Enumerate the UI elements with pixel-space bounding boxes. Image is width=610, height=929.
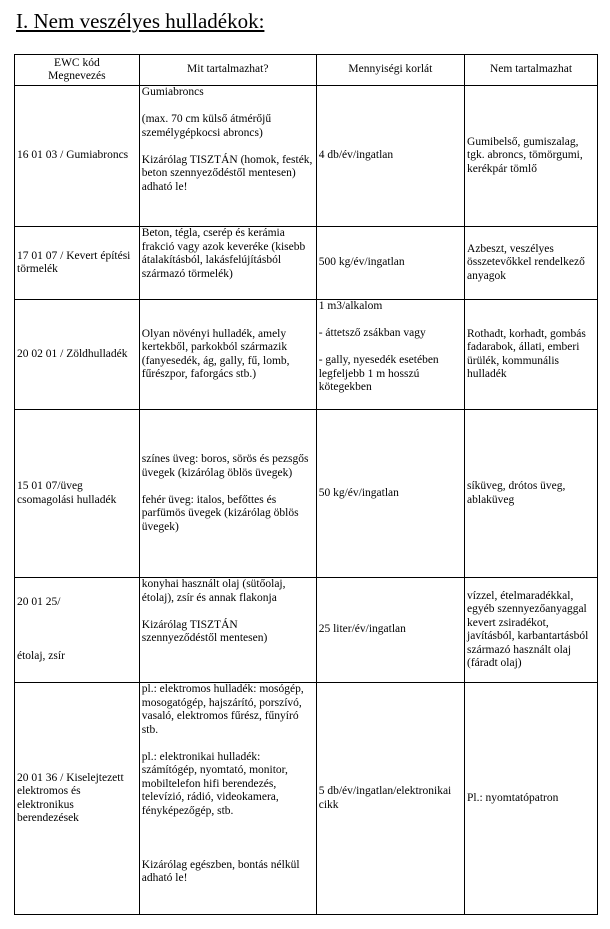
cell-contains-text: Gumiabroncs: [141, 86, 204, 98]
cell-excluded-text: vízzel, ételmaradékkal, egyéb szennyezőanyaggal kevert zsiradékot, javításból, karbantartásból származó használt olaj (fáradt olaj): [467, 589, 589, 669]
cell-limit-text: 50 kg/év/ingatlan: [318, 486, 399, 499]
waste-table: [14, 54, 598, 915]
header-ewc-code-line2: Megnevezés: [48, 70, 106, 82]
cell-excluded: [465, 578, 598, 683]
header-ewc-code: [15, 55, 140, 86]
cell-excluded: [465, 410, 598, 578]
cell-code: [15, 578, 140, 683]
cell-contains: [139, 410, 316, 578]
table-row: [15, 410, 598, 578]
cell-contains-text: Olyan növényi hulladék, amely kertekből, parkokból származik (fanyesedék, ág, gally, fű, lomb, fűrészpor, faforgács stb.): [141, 327, 290, 380]
cell-code-text: 20 01 36 / Kiselejtezett elektromos és elektronikus berendezések: [17, 771, 124, 824]
cell-excluded: [465, 683, 598, 915]
cell-contains-text: konyhai használt olaj (sütőolaj, étolaj), zsír és annak flakonja: [141, 578, 286, 604]
cell-limit-text: 500 kg/év/ingatlan: [318, 256, 405, 269]
table-row: [15, 683, 598, 915]
header-ewc-code-line1: EWC kód: [54, 56, 100, 69]
cell-limit-text: 25 liter/év/ingatlan: [318, 623, 406, 636]
cell-limit-text: - gally, nyesedék esetében legfeljebb 1 m hosszú kötegekben: [318, 354, 439, 393]
cell-limit-text: - áttetsző zsákban vagy: [318, 327, 426, 339]
cell-code-text: 15 01 07/üveg csomagolási hulladék: [17, 480, 117, 506]
cell-contains: [139, 86, 316, 227]
cell-excluded-text: Azbeszt, veszélyes összetevőkkel rendelkező anyagok: [467, 242, 585, 282]
cell-limit-text: 1 m3/alkalom: [318, 300, 383, 312]
cell-limit: [316, 300, 464, 410]
cell-limit: [316, 86, 464, 227]
cell-limit: [316, 578, 464, 683]
cell-limit: [316, 410, 464, 578]
cell-excluded-text: Pl.: nyomtatópatron: [467, 791, 559, 804]
cell-code-text: 17 01 07 / Kevert építési törmelék: [17, 249, 131, 275]
header-limit: Mennyiségi korlát: [316, 55, 464, 86]
header-excluded: Nem tartalmazhat: [465, 55, 598, 86]
cell-limit-text: 4 db/év/ingatlan: [318, 149, 394, 162]
cell-contains-text: (max. 70 cm külső átmérőjű személygépkocsi abroncs): [141, 113, 272, 139]
cell-code: [15, 86, 140, 227]
cell-excluded-text: Rothadt, korhadt, gombás fadarabok, állati, emberi ürülék, kommunális hulladék: [467, 327, 586, 380]
cell-contains-text: pl.: elektromos hulladék: mosógép, mosogatógép, hajszárító, porszívó, vasaló, elektromos fűrész, fűnyíró stb.: [141, 683, 304, 736]
cell-limit: [316, 227, 464, 300]
cell-code: [15, 227, 140, 300]
header-contains: Mit tartalmazhat?: [139, 55, 316, 86]
cell-contains: [139, 300, 316, 410]
cell-contains-text: Kizárólag TISZTÁN (homok, festék, beton szennyeződéstől mentesen) adható le!: [141, 153, 313, 193]
table-row: [15, 578, 598, 683]
cell-code-text: 20 01 25/: [17, 596, 61, 609]
cell-contains: [139, 683, 316, 915]
cell-contains-text: Kizárólag TISZTÁN szennyeződéstől mentesen): [141, 618, 268, 644]
cell-contains-text: pl.: elektronikai hulladék: számítógép, nyomtató, monitor, mobiltelefon hifi berendezés, televízió, rádió, videokamera, fényképezőgép, stb.: [141, 750, 288, 817]
cell-contains: [139, 227, 316, 300]
cell-excluded: [465, 227, 598, 300]
cell-limit: [316, 683, 464, 915]
table-row: [15, 86, 598, 227]
cell-code: [15, 410, 140, 578]
cell-code: [15, 683, 140, 915]
cell-limit-text: 5 db/év/ingatlan/elektronikai cikk: [318, 785, 452, 811]
cell-code-text: 20 02 01 / Zöldhulladék: [17, 347, 128, 360]
cell-contains-text: Kizárólag egészben, bontás nélkül adható le!: [141, 858, 300, 884]
cell-excluded-text: Gumibelső, gumiszalag, tgk. abroncs, tömörgumi, kerékpár tömlő: [467, 135, 583, 175]
cell-excluded: [465, 300, 598, 410]
cell-contains-text: fehér üveg: italos, befőttes és parfümös üvegek (kizárólag öblös üvegek): [141, 493, 299, 533]
cell-code-text: étolaj, zsír: [17, 650, 65, 663]
table-row: [15, 227, 598, 300]
table-row: [15, 300, 598, 410]
cell-contains: [139, 578, 316, 683]
table-header-row: [15, 55, 598, 86]
cell-contains-text: Beton, tégla, cserép és kerámia frakció vagy azok keveréke (kisebb átalakításból, lakásfelújításból származó törmelék): [141, 227, 306, 280]
cell-contains-text: színes üveg: boros, sörös és pezsgős üvegek (kizárólag öblös üvegek): [141, 453, 309, 479]
cell-excluded-text: síküveg, drótos üveg, ablaküveg: [467, 480, 566, 506]
cell-code: [15, 300, 140, 410]
cell-excluded: [465, 86, 598, 227]
page-title: I. Nem veszélyes hulladékok:: [16, 9, 265, 33]
cell-code-text: 16 01 03 / Gumiabroncs: [17, 149, 129, 162]
